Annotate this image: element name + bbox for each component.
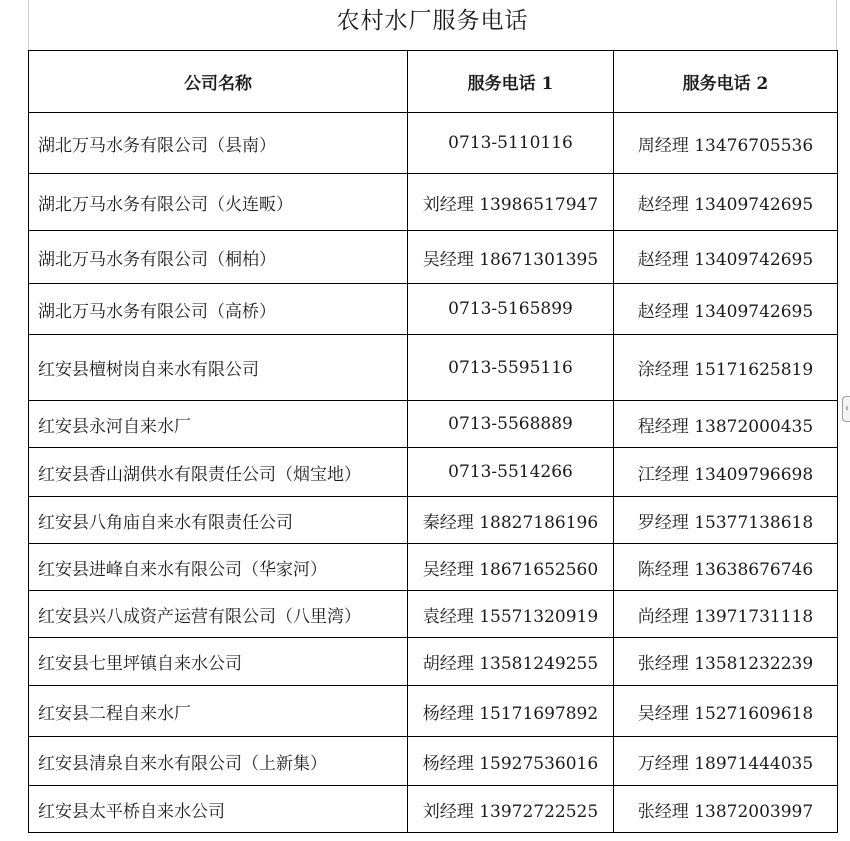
phone-2-cell: 张经理 13581232239: [614, 638, 838, 686]
table-row: [29, 231, 838, 284]
phone-1-cell: 0713-5514266: [408, 448, 614, 497]
table-row: [29, 497, 838, 544]
table-header: [29, 51, 838, 113]
phone-1-cell: 杨经理 15171697892: [408, 686, 614, 737]
phone-2-cell: 周经理 13476705536: [614, 113, 838, 174]
company-name-cell: 红安县清泉自来水有限公司（上新集）: [29, 737, 408, 786]
phone-2-cell: 张经理 13872003997: [614, 786, 838, 833]
table-row: [29, 113, 838, 174]
phone-1-cell: 0713-5110116: [408, 113, 614, 174]
table-row: [29, 686, 838, 737]
phone-2-cell: 万经理 18971444035: [614, 737, 838, 786]
company-name-cell: 红安县二程自来水厂: [29, 686, 408, 737]
page-title: 农村水厂服务电话: [336, 8, 529, 34]
phone-2-cell: 涂经理 15171625819: [614, 335, 838, 401]
company-name-cell: 红安县太平桥自来水公司: [29, 786, 408, 833]
table-row: [29, 448, 838, 497]
table-row: [29, 786, 838, 833]
company-name-cell: 红安县兴八成资产运营有限公司（八里湾）: [29, 591, 408, 638]
phone-2-cell: 尚经理 13971731118: [614, 591, 838, 638]
phone-2-cell: 江经理 13409796698: [614, 448, 838, 497]
company-name-cell: 湖北万马水务有限公司（桐柏）: [29, 231, 408, 284]
table-row: [29, 638, 838, 686]
side-collapse-tab[interactable]: [842, 396, 850, 422]
table-row: [29, 174, 838, 231]
company-name-cell: 红安县永河自来水厂: [29, 401, 408, 448]
table-row: [29, 284, 838, 335]
header-phone-2: 服务电话 2: [614, 51, 838, 113]
phone-1-cell: 秦经理 18827186196: [408, 497, 614, 544]
phone-1-cell: 0713-5568889: [408, 401, 614, 448]
company-name-cell: 红安县七里坪镇自来水公司: [29, 638, 408, 686]
service-phone-table: [28, 50, 838, 833]
phone-1-cell: 0713-5165899: [408, 284, 614, 335]
phone-2-cell: 赵经理 13409742695: [614, 284, 838, 335]
company-name-cell: 湖北万马水务有限公司（县南）: [29, 113, 408, 174]
phone-1-cell: 刘经理 13972722525: [408, 786, 614, 833]
table-row: [29, 401, 838, 448]
header-company-name: 公司名称: [29, 51, 408, 113]
chevron-left-icon: ‹: [845, 403, 849, 414]
phone-2-cell: 罗经理 15377138618: [614, 497, 838, 544]
header-row: [29, 51, 838, 113]
phone-2-cell: 程经理 13872000435: [614, 401, 838, 448]
phone-1-cell: 0713-5595116: [408, 335, 614, 401]
phone-2-cell: 赵经理 13409742695: [614, 174, 838, 231]
company-name-cell: 红安县八角庙自来水有限责任公司: [29, 497, 408, 544]
company-name-cell: 红安县进峰自来水有限公司（华家河）: [29, 544, 408, 591]
header-phone-1: 服务电话 1: [408, 51, 614, 113]
company-name-cell: 红安县檀树岗自来水有限公司: [29, 335, 408, 401]
phone-1-cell: 杨经理 15927536016: [408, 737, 614, 786]
table-body: [29, 113, 838, 833]
phone-1-cell: 刘经理 13986517947: [408, 174, 614, 231]
table-row: [29, 591, 838, 638]
phone-2-cell: 陈经理 13638676746: [614, 544, 838, 591]
table-row: [29, 737, 838, 786]
company-name-cell: 湖北万马水务有限公司（火连畈）: [29, 174, 408, 231]
company-name-cell: 红安县香山湖供水有限责任公司（烟宝地）: [29, 448, 408, 497]
phone-1-cell: 吴经理 18671301395: [408, 231, 614, 284]
phone-2-cell: 吴经理 15271609618: [614, 686, 838, 737]
phone-1-cell: 袁经理 15571320919: [408, 591, 614, 638]
table-row: [29, 335, 838, 401]
phone-1-cell: 吴经理 18671652560: [408, 544, 614, 591]
phone-1-cell: 胡经理 13581249255: [408, 638, 614, 686]
table-row: [29, 544, 838, 591]
company-name-cell: 湖北万马水务有限公司（高桥）: [29, 284, 408, 335]
phone-2-cell: 赵经理 13409742695: [614, 231, 838, 284]
